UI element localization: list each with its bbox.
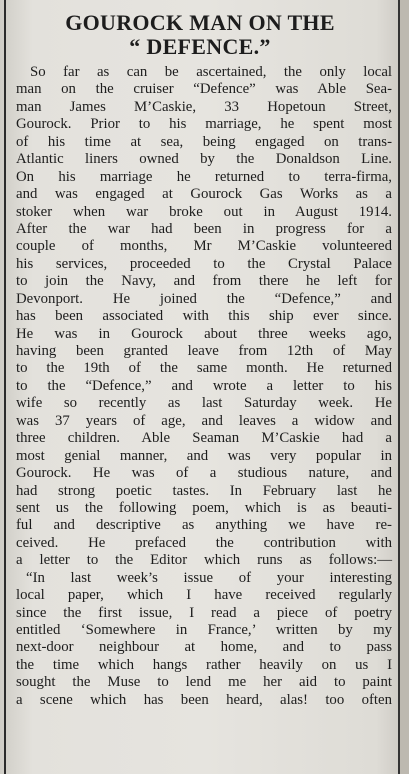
column-rule-left xyxy=(4,0,6,774)
text-line: stoker when war broke out in August 1914. xyxy=(16,203,392,220)
text-line: most genial manner, and was very popular in xyxy=(16,447,392,464)
article-body xyxy=(16,64,392,709)
text-line: He was in Gourock about three weeks ago, xyxy=(16,325,392,342)
text-line: entitled ‘Somewhere in France,’ written by my xyxy=(16,622,392,638)
text-line: “In last week’s issue of your interesting xyxy=(26,569,392,586)
text-line: wife so recently as last Saturday week. He xyxy=(16,395,392,412)
headline-line-1: GOUROCK MAN ON THE xyxy=(65,10,335,35)
text-line: Gourock. He was of a studious nature, and xyxy=(16,465,392,482)
text-line: of his time at sea, being engaged on trans- xyxy=(16,133,392,150)
text-line: three children. Able Seaman M’Caskie had a xyxy=(16,430,392,447)
text-line: Atlantic liners owned by the Donaldson Line. xyxy=(16,151,392,168)
text-line: a letter to the Editor which runs as follows:— xyxy=(16,552,392,569)
text-line: So far as can be ascertained, the only local xyxy=(30,64,392,80)
text-line: After the war had been in progress for a xyxy=(16,220,392,237)
text-line: his services, proceeded to the Crystal Palace xyxy=(16,255,392,272)
text-line: was 37 years of age, and leaves a widow and xyxy=(16,412,392,429)
headline-line-2: “ DEFENCE.” xyxy=(129,34,271,59)
text-line: local paper, which I have received regularly xyxy=(16,587,392,604)
text-line: ful and descriptive as anything we have re- xyxy=(16,517,392,534)
text-line: to join the Navy, and from there he left for xyxy=(16,273,392,290)
text-line: since the first issue, I read a piece of poetry xyxy=(16,604,392,621)
text-line: couple of months, Mr M’Caskie volunteered xyxy=(16,238,392,255)
text-line: a scene which has been heard, alas! too often xyxy=(16,691,392,708)
text-line: next-door neighbour at home, and to pass xyxy=(16,639,392,656)
page-margin xyxy=(400,0,409,774)
text-line: On his marriage he returned to terra-firma, xyxy=(16,168,392,185)
text-line: Devonport. He joined the “Defence,” and xyxy=(16,290,392,307)
text-line: has been associated with this ship ever since. xyxy=(16,308,392,325)
text-line: having been granted leave from 12th of May xyxy=(16,343,392,359)
text-line: man on the cruiser “Defence” was Able Sea- xyxy=(16,81,392,98)
text-line: Gourock. Prior to his marriage, he spent most xyxy=(16,116,392,133)
text-line: the time which hangs rather heavily on us I xyxy=(16,656,392,673)
text-line: sent us the following poem, which is as beauti- xyxy=(16,499,392,516)
text-line: ceived. He prefaced the contribution with xyxy=(16,534,392,551)
text-line: to the 19th of the same month. He returned xyxy=(16,360,392,377)
text-line: man James M’Caskie, 33 Hopetoun Street, xyxy=(16,98,392,115)
text-line: had strong poetic tastes. In February last he xyxy=(16,482,392,499)
text-line: and was engaged at Gourock Gas Works as a xyxy=(16,186,392,203)
text-line: to the “Defence,” and wrote a letter to his xyxy=(16,377,392,394)
text-line: sought the Muse to lend me her aid to paint xyxy=(16,674,392,691)
